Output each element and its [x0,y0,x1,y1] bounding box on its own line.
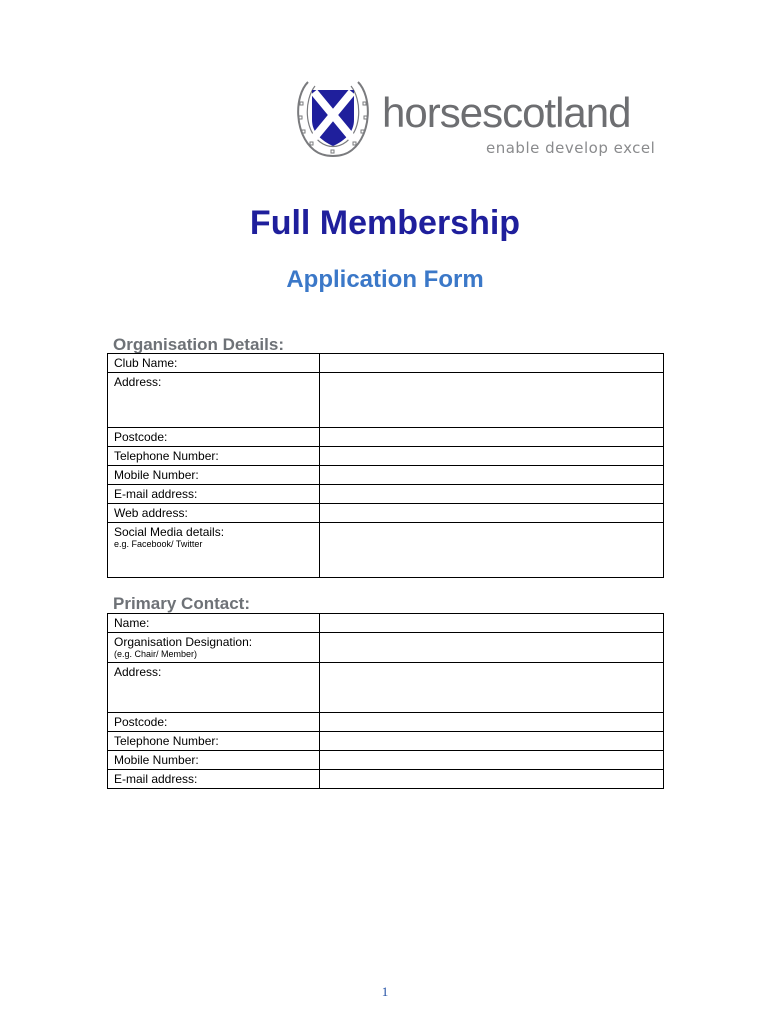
web-address-label: Web address: [114,506,188,520]
table-row [108,447,664,466]
organisation-details-table [107,353,664,578]
table-row [108,485,664,504]
table-row [108,633,664,663]
contact-telephone-label: Telephone Number: [114,734,219,748]
field-label [108,663,320,713]
contact-postcode-field[interactable] [320,713,664,732]
designation-label: Organisation Designation: [114,635,253,649]
field-label [108,523,320,578]
field-label [108,732,320,751]
primary-contact-heading: Primary Contact: [113,594,250,613]
table-row [108,373,664,428]
field-label [108,770,320,789]
brand-part-scotland: scotland [482,89,631,136]
table-row [108,732,664,751]
contact-mobile-field[interactable] [320,751,664,770]
contact-name-field[interactable] [320,614,664,633]
table-row [108,466,664,485]
address-label: Address: [114,375,162,389]
contact-email-label: E-mail address: [114,772,198,786]
table-row [108,751,664,770]
contact-name-label: Name: [114,616,150,630]
page-number: 1 [381,984,389,999]
page-title: Full Membership [249,204,521,242]
mobile-field[interactable] [320,466,664,485]
field-label [108,447,320,466]
contact-postcode-label: Postcode: [114,715,168,729]
social-media-field[interactable] [320,523,664,578]
field-label [108,633,320,663]
horsescotland-logo [290,76,670,166]
social-media-hint: e.g. Facebook/ Twitter [114,539,203,549]
field-label [108,485,320,504]
email-field[interactable] [320,485,664,504]
contact-address-label: Address: [114,665,162,679]
table-row [108,614,664,633]
table-row [108,504,664,523]
table-row [108,713,664,732]
field-label [108,428,320,447]
telephone-field[interactable] [320,447,664,466]
field-label [108,614,320,633]
table-row [108,428,664,447]
club-name-label: Club Name: [114,356,178,370]
web-address-field[interactable] [320,504,664,523]
postcode-label: Postcode: [114,430,168,444]
club-name-field[interactable] [320,354,664,373]
designation-hint: (e.g. Chair/ Member) [114,649,198,659]
address-field[interactable] [320,373,664,428]
brand-part-horse: horse [382,89,483,136]
table-row [108,523,664,578]
field-label [108,373,320,428]
social-media-label: Social Media details: [114,525,225,539]
postcode-field[interactable] [320,428,664,447]
field-label [108,713,320,732]
field-label [108,466,320,485]
contact-mobile-label: Mobile Number: [114,753,199,767]
contact-email-field[interactable] [320,770,664,789]
contact-telephone-field[interactable] [320,732,664,751]
designation-field[interactable] [320,633,664,663]
brand-wordmark [382,89,631,136]
field-label [108,751,320,770]
contact-address-field[interactable] [320,663,664,713]
table-row [108,663,664,713]
page-subtitle: Application Form [286,266,484,293]
brand-tagline: enable develop excel [486,139,656,157]
telephone-label: Telephone Number: [114,449,219,463]
field-label [108,504,320,523]
organisation-details-heading: Organisation Details: [113,335,284,354]
mobile-label: Mobile Number: [114,468,199,482]
email-label: E-mail address: [114,487,198,501]
field-label [108,354,320,373]
table-row [108,770,664,789]
primary-contact-table [107,613,664,789]
horseshoe-saltire-icon [290,76,376,162]
table-row [108,354,664,373]
